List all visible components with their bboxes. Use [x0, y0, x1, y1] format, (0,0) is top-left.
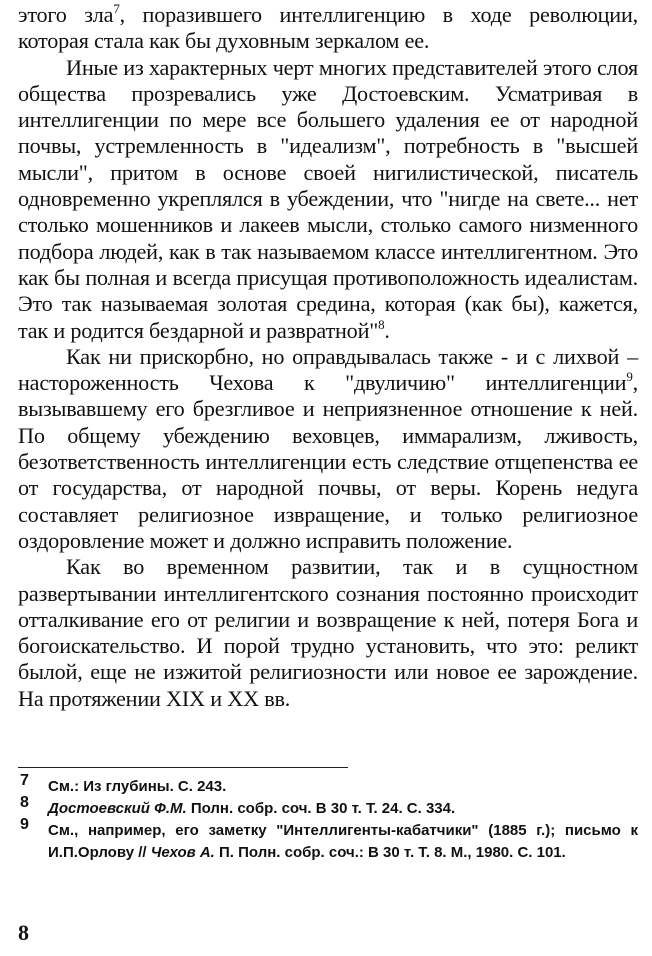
paragraph-2-text-a: Иные из характерных черт многих представителей этого слоя общества прозревались уже Достоевским. Усматривая в интеллигенции по мере все большего удаления ее от народной почвы, устремленность в "идеализм", потребность в "высшей мысли", притом в основе своей нигилистической, писатель одновременно укреплялся в убеждении, что "нигде на свете... нет столько мошенников и лакеев мысли, столько самого низменного подбора людей, как в так называемом классе интеллигентном. Это как бы полная и всегда присущая противоположность идеалистам. Это так называемая золотая средина, которая (как бы), кажется, так и родится бездарной и развратной" — [18, 54, 638, 343]
footnote-7 — [18, 772, 638, 798]
footnote-author: Чехов А. — [150, 844, 215, 861]
footnote-number: 7 — [20, 772, 29, 789]
paragraph-1 — [18, 2, 638, 55]
paragraph-2 — [18, 55, 638, 344]
footnote-citation-b: П. Полн. собр. соч.: В 30 т. Т. 8. М., 1980. С. 101. — [214, 844, 566, 861]
footnote-text — [48, 822, 638, 861]
paragraph-1-text-b: , поразившего интеллигенцию в ходе революции, которая стала как бы духовным зеркалом ее. — [18, 2, 638, 54]
footnote-ref-8: 8 — [378, 316, 385, 332]
footnote-number: 9 — [20, 816, 29, 833]
paragraph-3-text-b: , вызывавшему его брезгливое и неприязненное отношение к ней. По общему убеждению веховцев, иммарализм, лживость, безответственность интеллигенции есть следствие отщепенства ее от государства, от народной почвы, от веры. Корень недуга составляет религиозное извращение, и только религиозное оздоровление может и должно исправить положение. — [18, 370, 638, 553]
footnote-text — [48, 800, 455, 817]
footnote-citation-a: См., например, его заметку "Интеллигенты-кабатчики" (1885 г.); письмо к И.П.Орлову // — [48, 822, 638, 861]
page-number: 8 — [18, 920, 29, 945]
footnote-author: Достоевский Ф.М. — [48, 800, 187, 817]
paragraph-4: Как во временном развитии, так и в сущностном развертывании интеллигентского сознания постоянно происходит отталкивание его от религии и возвращение к ней, потеря Бога и богоискательство. И порой трудно установить, что это: реликт былой, еще не изжитой религиозности или новое ее зарождение. На протяжении XIX и XX вв. — [18, 554, 638, 711]
footnote-8 — [18, 794, 638, 820]
footnote-separator — [18, 767, 348, 768]
footnote-9 — [18, 816, 638, 864]
footnote-ref-7: 7 — [113, 1, 120, 16]
paragraph-1-text-a: этого зла — [18, 2, 114, 27]
main-text — [18, 2, 638, 712]
paragraph-2-text-b: . — [384, 317, 390, 343]
footnotes — [18, 772, 638, 864]
footnote-citation: Полн. собр. соч. В 30 т. Т. 24. С. 334. — [186, 800, 456, 817]
footnote-text: См.: Из глубины. С. 243. — [48, 778, 227, 795]
footnote-ref-9: 9 — [626, 369, 633, 385]
footnote-number: 8 — [20, 794, 29, 811]
paragraph-3 — [18, 344, 638, 554]
paragraph-3-text-a: Как ни прискорбно, но оправдывалась также - и с лихвой – настороженность Чехова к "двуличию" интеллигенции — [18, 343, 638, 396]
